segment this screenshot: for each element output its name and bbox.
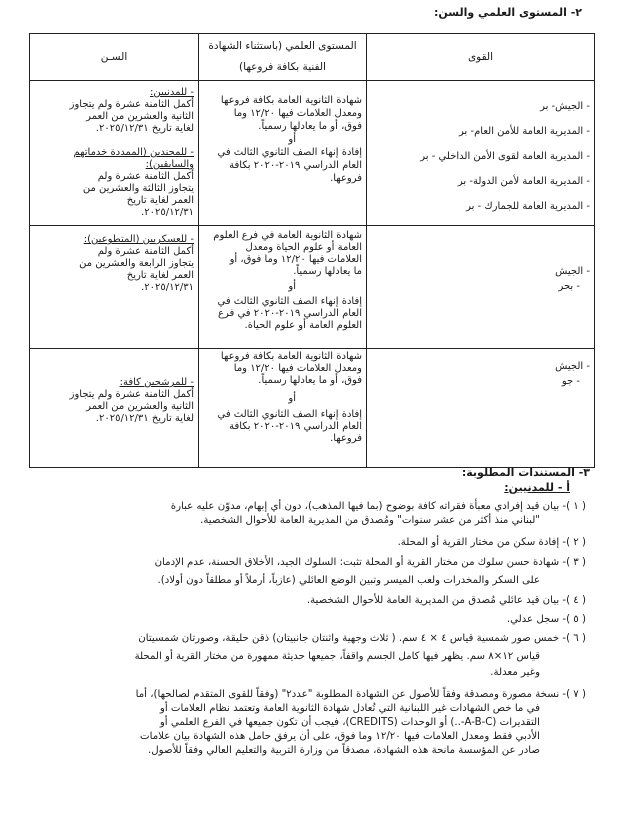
age-line: يتجاوز الرابعة والعشرين من: [79, 258, 194, 269]
age-line: الثانية والعشرين من العمر: [86, 401, 194, 412]
force-item: - جو: [561, 376, 580, 387]
level-line: ومعدل العلامات فيها ١٢/٢٠ وما: [233, 108, 362, 119]
age-line: العمر لغاية تاريخ: [126, 195, 194, 206]
level-cell: [199, 349, 367, 468]
age-line: - للعسكريين (المتطوعين):: [83, 234, 194, 245]
force-item: - الجيش: [555, 361, 590, 372]
age-line: لغاية تاريخ ٢٠٢٥/١٢/٣١.: [95, 413, 194, 424]
doc-line: ( ١ )- بيان قيد إفرادي معبأة فقراته كافة بوضوح (بما فيها المذهب)، دون أي إبهام، مدوّن عليه عبارة: [170, 501, 586, 512]
force-item: - المديرية العامة لأمن الدولة- بر: [457, 176, 590, 187]
age-cell: [30, 226, 199, 349]
header-forces: القوى: [367, 34, 595, 81]
level-line: العامة أو علوم الحياة ومعدل: [245, 242, 362, 253]
level-cell: [199, 226, 367, 349]
doc-line: الأدبي فقط ومعدل العلامات فيها ١٢/٢٠ وما فوق، على أن يرفق حامل هذه الشهادة بيان علامات: [140, 731, 540, 742]
doc-line: ( ٤ )- بيان قيد عائلي مُصدق من المديرية العامة للأحوال الشخصية.: [306, 595, 586, 606]
level-line: إفادة إنهاء الصف الثانوي الثالث في: [217, 147, 362, 158]
age-line: والسابقين):: [145, 159, 194, 170]
level-line: العلامات فيها ١٢/٢٠ وما فوق، أو: [229, 254, 362, 265]
age-line: ٢٠٢٥/١٢/٣١.: [141, 282, 194, 293]
doc-line: وغير معدلة.: [490, 667, 540, 678]
table-header-row: [30, 34, 595, 81]
force-item: - المديرية العامة لقوى الأمن الداخلي - بر: [420, 151, 590, 162]
level-line: إفادة إنهاء الصف الثانوي الثالث في: [217, 296, 362, 307]
doc-line: في ما خص الشهادات غير اللبنانية التي تُعادل شهادة الثانوية العامة وتعتمد نظام العلامات أو: [159, 703, 540, 714]
doc-line: ( ٢ )- إفادة سكن من مختار القرية أو المحلة.: [397, 537, 586, 548]
level-line: أو: [288, 281, 296, 292]
forces-cell: [367, 349, 595, 468]
age-level-table: [29, 33, 595, 468]
forces-cell: [367, 226, 595, 349]
force-item: - المديرية العامة للجمارك - بر: [466, 201, 590, 212]
force-item: - بحر: [558, 281, 580, 292]
level-line: ومعدل العلامات فيها ١٢/٢٠ وما: [233, 363, 362, 374]
age-line: أكمل الثامنة عشرة ولم: [97, 171, 194, 182]
doc-line: على السكر والمخدرات ولعب الميسر وتبين الوضع العائلي (عازباً، أرملاً أو مطلقاً دون أولاد).: [157, 575, 540, 586]
level-line: ما يعادلها رسمياً.: [293, 266, 362, 277]
level-line: شهادة الثانوية العامة في فرع العلوم: [213, 230, 362, 241]
level-line: فروعها.: [330, 173, 362, 184]
force-item: - المديرية العامة للأمن العام- بر: [459, 126, 590, 137]
level-line: العام الدراسي ٢٠١٩-٢٠٢٠ بكافة: [229, 421, 362, 432]
doc-line: التقديرات (A-B-C-..) أو الوحدات (CREDITS)، فيجب أن تكون جميعها في الفرع العلمي أو: [159, 717, 540, 728]
age-line: لغاية تاريخ ٢٠٢٥/١٢/٣١.: [95, 123, 194, 134]
doc-line: ( ٦ )- خمس صور شمسية قياس ٤ × ٤ سم. ( ثلاث وجهية واثنتان جانبيتان) ذقن حليقة، وصورتان شمسيتان: [138, 633, 586, 644]
header-age: السـن: [30, 34, 199, 81]
age-cell: [30, 81, 199, 226]
age-line: الثانية والعشرين من العمر: [86, 111, 194, 122]
doc-line: قياس ١٢×٨ سم. يظهر فيها كامل الجسم واقفاً، جميعها حديثة ممهورة من مختار القرية أو المحلة: [134, 651, 540, 662]
level-line: أو: [288, 393, 296, 404]
level-line: العلوم العامة أو علوم الحياة.: [244, 320, 362, 331]
section-2-title: ٢- المستوى العلمي والسن:: [433, 6, 582, 19]
table-row: [30, 349, 595, 468]
level-line: فروعها.: [330, 433, 362, 444]
level-line: إفادة إنهاء الصف الثانوي الثالث في: [217, 409, 362, 420]
age-line: يتجاوز الثالثة والعشرين من: [82, 183, 194, 194]
level-line: العام الدراسي ٢٠١٩-٢٠٢٠ في فرع: [218, 308, 362, 319]
age-line: - للمرشحين كافة:: [119, 377, 194, 388]
section-3-subtitle: أ - للمدنيين:: [504, 481, 570, 494]
force-item: - الجيش: [555, 266, 590, 277]
level-line: فوق، أو ما يعادلها رسمياً.: [258, 375, 362, 386]
doc-line: ( ٥ )- سجل عدلي.: [506, 614, 586, 625]
table-row: [30, 81, 595, 226]
section-3-title: ٣- المستندات المطلوبة:: [461, 466, 590, 479]
doc-line: "لبناني منذ أكثر من عشر سنوات" ومُصدق من المديرية العامة للأحوال الشخصية.: [200, 515, 540, 526]
table-row: [30, 226, 595, 349]
level-line: فوق، أو ما يعادلها رسمياً.: [258, 121, 362, 132]
doc-line: ( ٧ )- نسخة مصورة ومصدقة وفقاً للأصول عن الشهادة المطلوبة "عدد٢" (وفقاً للقوى المتقدم لصالحها)، أما: [135, 689, 586, 700]
force-item: - الجيش- بر: [540, 101, 590, 112]
level-line: شهادة الثانوية العامة بكافة فروعها: [220, 95, 362, 106]
doc-line: ( ٣ )- شهادة حسن سلوك من مختار القرية أو المحلة تثبت: السلوك الجيد، الأخلاق الحسنة، عدم الإدمان: [154, 557, 586, 568]
age-line: ٢٠٢٥/١٢/٣١.: [141, 207, 194, 218]
level-cell: [199, 81, 367, 226]
age-line: أكمل الثامنة عشرة ولم: [97, 246, 194, 257]
doc-line: صادر عن المؤسسة مانحة هذه الشهادة، مصدقاً من وزارة التربية والتعليم العالي وفقاً للأصول.: [148, 745, 540, 756]
level-line: العام الدراسي ٢٠١٩-٢٠٢٠ بكافة: [229, 160, 362, 171]
level-line: شهادة الثانوية العامة بكافة فروعها: [220, 351, 362, 362]
age-line: أكمل الثامنة عشرة ولم يتجاوز: [69, 99, 194, 110]
age-line: - للمدنيين:: [150, 87, 194, 98]
age-cell: [30, 349, 199, 468]
header-level: المستوى العلمي (باستثناء الشهادة الفنية بكافة فروعها): [199, 34, 367, 81]
age-line: - للمجندين (الممددة خدماتهم: [73, 147, 194, 158]
forces-cell: [367, 81, 595, 226]
age-line: أكمل الثامنة عشرة ولم يتجاوز: [69, 389, 194, 400]
level-line: أو: [288, 134, 296, 145]
age-line: العمر لغاية تاريخ: [126, 270, 194, 281]
